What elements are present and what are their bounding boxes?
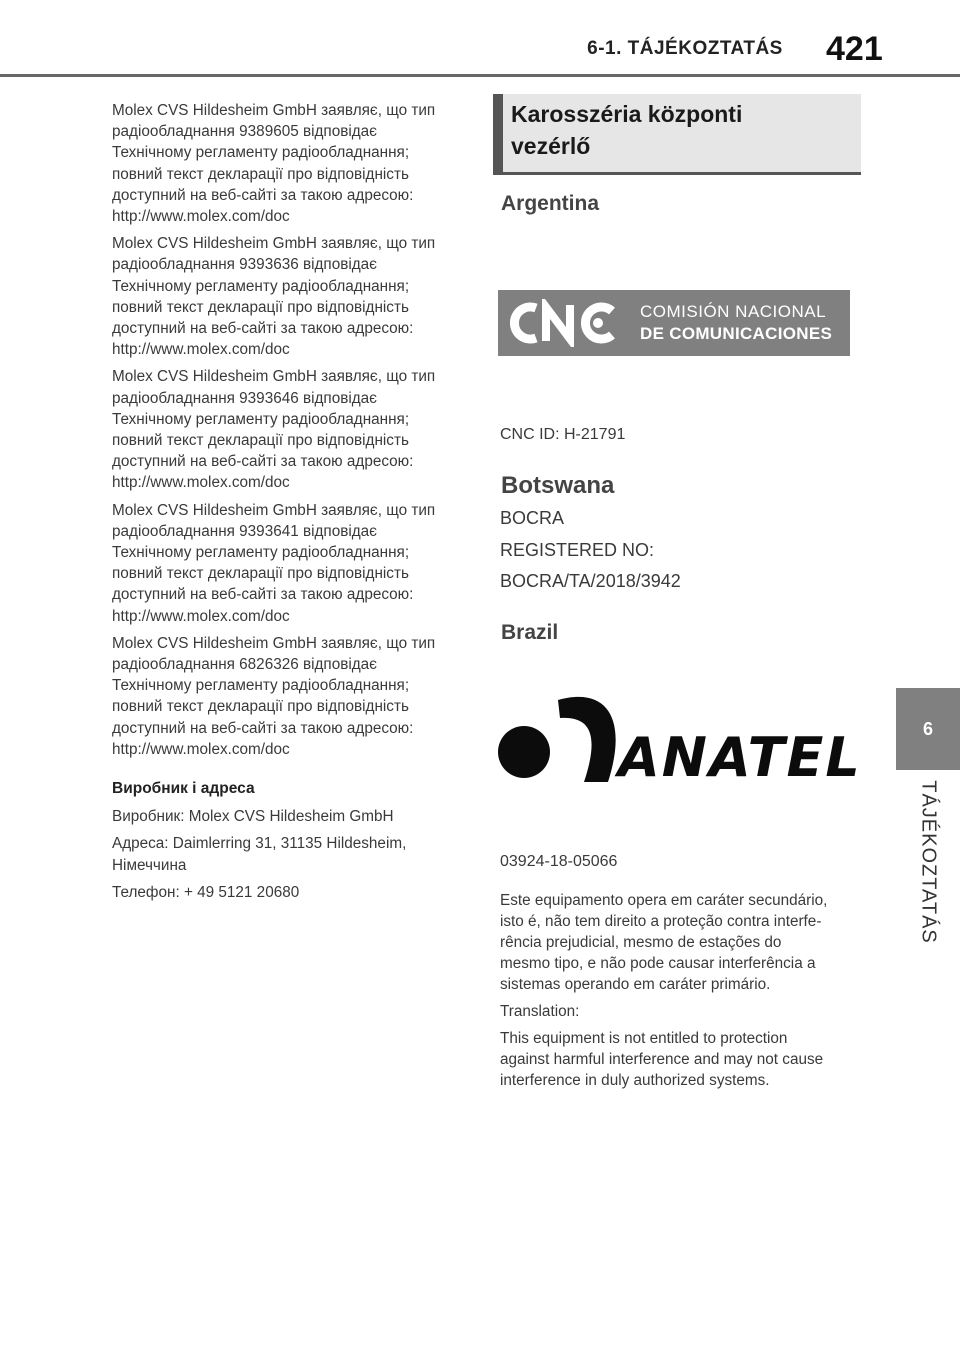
right-column	[493, 94, 853, 175]
cnc-id: CNC ID: H-21791	[500, 426, 626, 443]
declaration-paragraph: Molex CVS Hildesheim GmbH заявляє, що тип радіообладнання 9393641 відповідає Технічному регламенту радіообладнання; повний текст декларації про відповідність доступний на веб-сайті за такою адресою: http://www.molex.com/doc	[112, 501, 436, 625]
cnc-logo-line1: COMISIÓN NACIONAL	[640, 302, 827, 321]
cnc-logo-text	[640, 301, 832, 345]
chapter-side-label: TÁJÉKOZTATÁS	[917, 780, 940, 944]
anatel-notice: Este equipamento opera em caráter secundário, isto é, não tem direito a proteção contra interfe- rência prejudicial, mesmo de estações do mesmo tipo, e não pode causar interferência a sistemas operando em caráter primário.	[500, 892, 828, 993]
chapter-tab: 6	[896, 688, 960, 770]
chapter-title: 6-1. TÁJÉKOZTATÁS	[587, 38, 783, 59]
translation-text: This equipment is not entitled to protection against harmful interference and may not cause interference in duly authorized systems.	[500, 1030, 824, 1089]
declaration-paragraph: Molex CVS Hildesheim GmbH заявляє, що тип радіообладнання 6826326 відповідає Технічному регламенту радіообладнання; повний текст декларації про відповідність доступний на веб-сайті за такою адресою: http://www.molex.com/doc	[112, 634, 436, 758]
manufacturer-phone: Телефон: + 49 5121 20680	[112, 883, 300, 901]
cnc-letters-icon	[506, 299, 628, 347]
page-number: 421	[826, 30, 883, 68]
anatel-logo-word: ANATEL	[618, 726, 862, 789]
botswana-line2: REGISTERED NO:	[500, 540, 655, 560]
declaration-paragraph: Molex CVS Hildesheim GmbH заявляє, що тип радіообладнання 9389605 відповідає Технічному регламенту радіообладнання; повний текст декларації про відповідність доступний на веб-сайті за такою адресою: http://www.molex.com/doc	[112, 102, 436, 226]
botswana-line3: BOCRA/TA/2018/3942	[500, 571, 681, 591]
declaration-paragraph: Molex CVS Hildesheim GmbH заявляє, що тип радіообладнання 9393646 відповідає Технічному регламенту радіообладнання; повний текст декларації про відповідність доступний на веб-сайті за такою адресою: http://www.molex.com/doc	[112, 368, 436, 492]
left-column	[112, 100, 460, 909]
country-heading-argentina: Argentina	[501, 192, 600, 215]
cnc-logo	[498, 290, 850, 356]
declaration-paragraph: Molex CVS Hildesheim GmbH заявляє, що тип радіообладнання 9393636 відповідає Технічному регламенту радіообладнання; повний текст декларації про відповідність доступний на веб-сайті за такою адресою: http://www.molex.com/doc	[112, 235, 436, 359]
section-title-box	[493, 94, 861, 175]
header-divider	[0, 74, 960, 77]
country-heading-brazil: Brazil	[501, 621, 559, 644]
botswana-line1: BOCRA	[500, 508, 565, 528]
country-heading-botswana: Botswana	[501, 472, 615, 499]
manufacturer-heading: Виробник і адреса	[112, 780, 255, 798]
cnc-logo-line2: DE COMUNICACIONES	[640, 324, 833, 343]
anatel-code: 03924-18-05066	[500, 853, 618, 870]
manufacturer-name: Виробник: Molex CVS Hildesheim GmbH	[112, 808, 394, 826]
manufacturer-address: Адреса: Daimlerring 31, 31135 Hildesheim, Німеччина	[112, 835, 407, 874]
section-title: Karosszéria központi vezérlő	[511, 101, 743, 159]
translation-label: Translation:	[500, 1003, 580, 1020]
